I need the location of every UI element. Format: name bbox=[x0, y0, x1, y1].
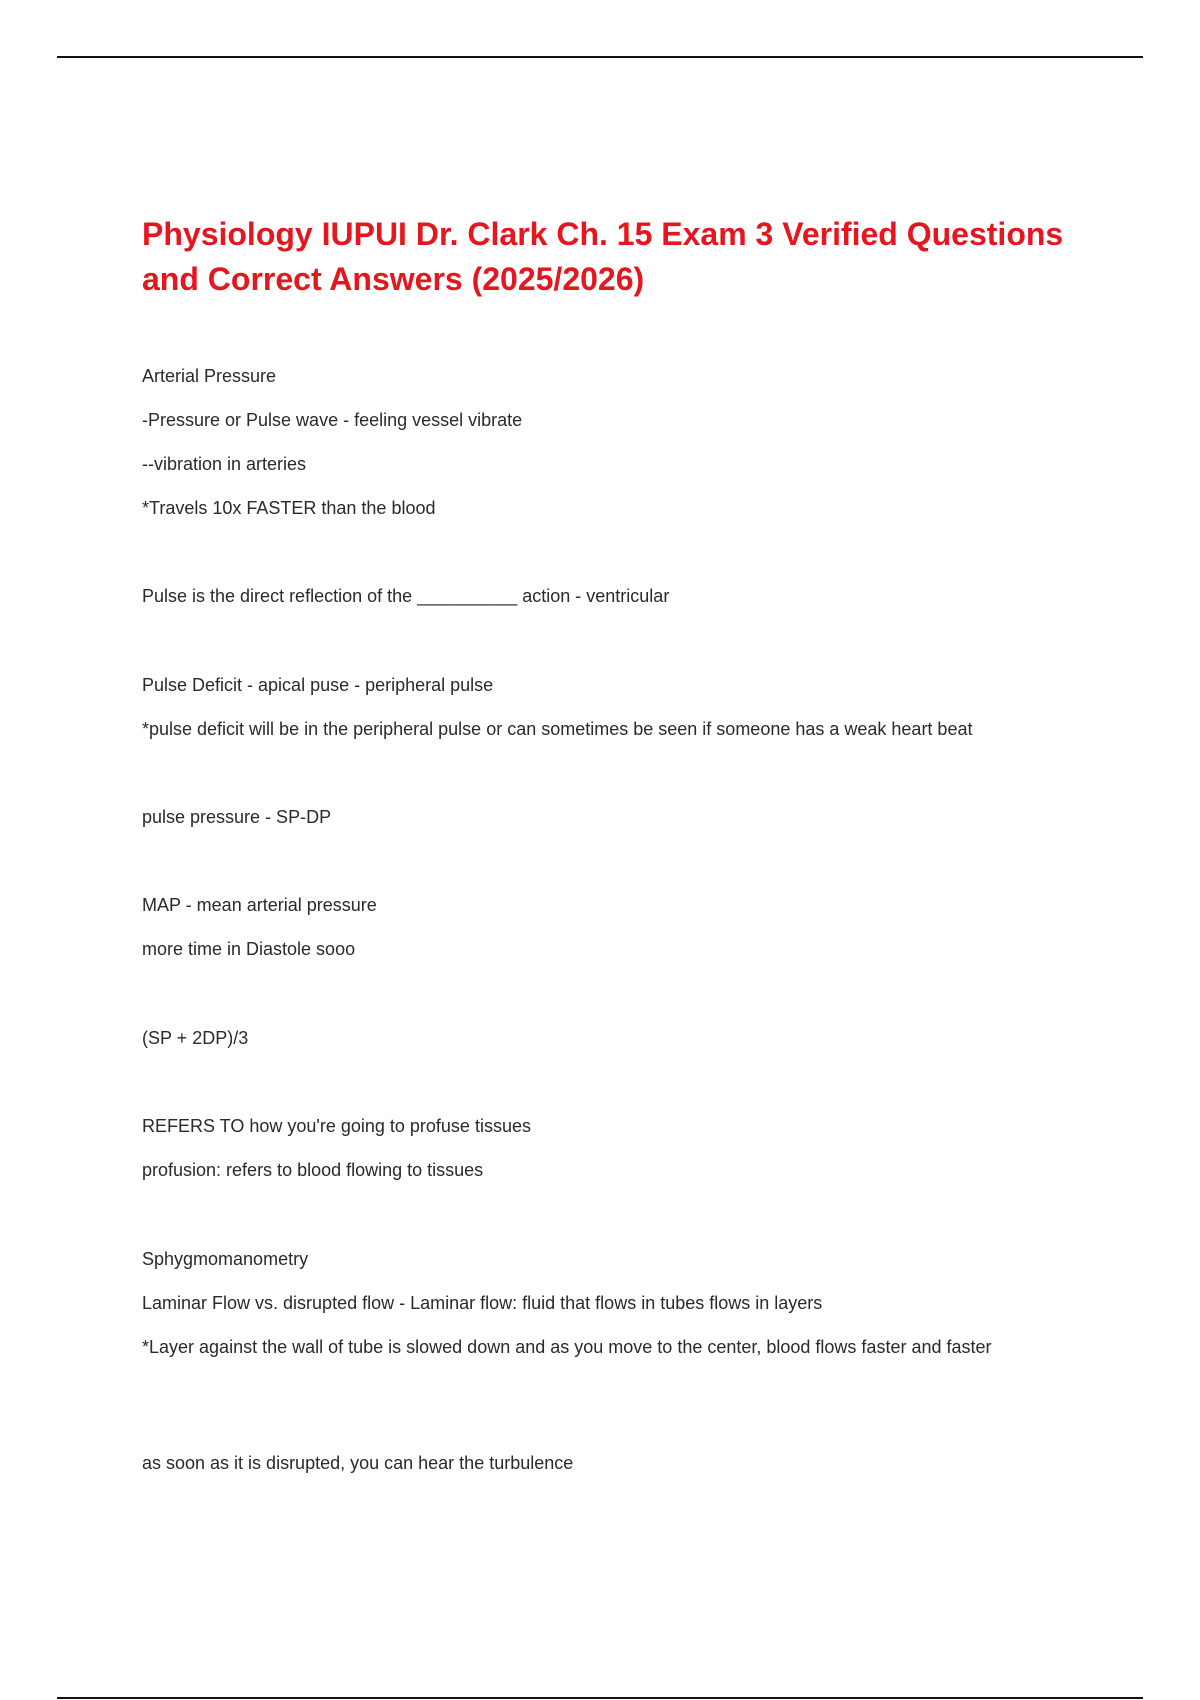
bottom-divider bbox=[57, 1697, 1143, 1699]
text-line-pulse-wave: -Pressure or Pulse wave - feeling vessel vibrate bbox=[142, 410, 523, 430]
text-line-pulse-pressure: pulse pressure - SP-DP bbox=[142, 807, 332, 827]
top-divider bbox=[57, 56, 1143, 58]
text-line-layer-against-wall: *Layer against the wall of tube is slowed down and as you move to the center, blood flows faster and faster bbox=[142, 1337, 992, 1357]
text-line-laminar-flow: Laminar Flow vs. disrupted flow - Laminar flow: fluid that flows in tubes flows in layers bbox=[142, 1293, 823, 1313]
text-line-sphygmomanometry: Sphygmomanometry bbox=[142, 1249, 309, 1269]
text-line-profusion: profusion: refers to blood flowing to tissues bbox=[142, 1160, 484, 1180]
text-line-map-formula: (SP + 2DP)/3 bbox=[142, 1028, 249, 1048]
document-title: Physiology IUPUI Dr. Clark Ch. 15 Exam 3 Verified Questions and Correct Answers (2025/2026) bbox=[142, 216, 1064, 297]
text-line-vibration: --vibration in arteries bbox=[142, 454, 307, 474]
text-line-arterial-pressure: Arterial Pressure bbox=[142, 366, 277, 386]
text-line-turbulence: as soon as it is disrupted, you can hear the turbulence bbox=[142, 1453, 574, 1473]
text-line-pulse-deficit: Pulse Deficit - apical puse - peripheral pulse bbox=[142, 675, 494, 695]
text-line-pulse-reflection: Pulse is the direct reflection of the __________ action - ventricular bbox=[142, 586, 670, 606]
text-line-refers-to: REFERS TO how you're going to profuse tissues bbox=[142, 1116, 531, 1136]
text-line-travels-faster: *Travels 10x FASTER than the blood bbox=[142, 498, 436, 518]
text-line-pulse-deficit-note: *pulse deficit will be in the peripheral pulse or can sometimes be seen if someone has a weak heart beat bbox=[142, 719, 973, 739]
text-line-diastole: more time in Diastole sooo bbox=[142, 939, 356, 959]
text-line-map: MAP - mean arterial pressure bbox=[142, 895, 377, 915]
